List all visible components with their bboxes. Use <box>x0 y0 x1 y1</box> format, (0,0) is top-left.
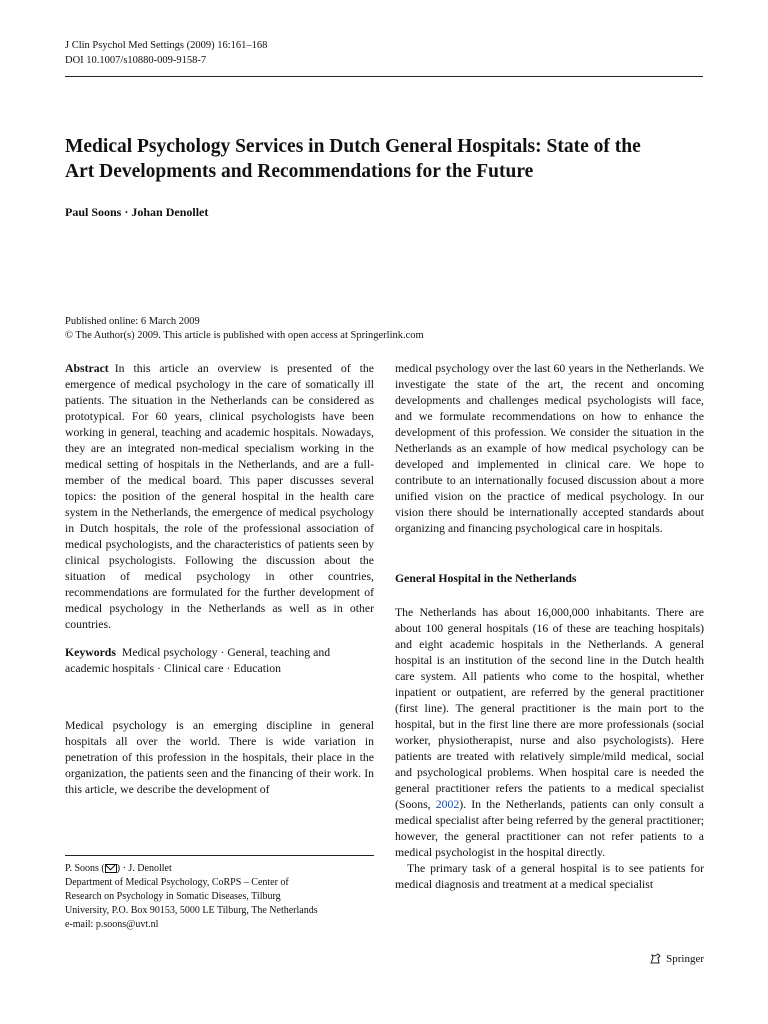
author-email[interactable]: e-mail: p.soons@uvt.nl <box>65 919 159 930</box>
intro-paragraph: Medical psychology is an emerging discipline in general hospitals all over the world. There is wide variation in penetration of this profession in the hospitals, their place in the organization, the patients seen and the financing of their work. In this article, we describe the development of <box>65 719 374 796</box>
publisher-name: Springer <box>666 952 704 965</box>
right-column <box>395 361 704 893</box>
abstract <box>65 361 374 633</box>
springer-horse-icon <box>649 952 662 965</box>
section-text-before-cite: The Netherlands has about 16,000,000 inhabitants. There are about 100 general hospitals (16 of these are teaching hospitals) and eight academic hospitals in the Netherlands. A general hospital is an institution of the second line in the Dutch health care system. All patients who come to the hospital, whether inpatient or outpatient, are referred by the general practitioner (first line). The general practitioner is the main port to the hospital, but in the first line there are more professionals (social worker, physiotherapist, nurse and also psychologists). Here patients are treated with relatively simple/mild medical, social and psychological problems. When hospital care is needed the general practitioner refers the patients to a medical specialist (Soons, <box>395 606 704 811</box>
citation-link[interactable]: 2002 <box>435 798 460 811</box>
section-heading: General Hospital in the Netherlands <box>395 572 577 585</box>
authors: Paul Soons · Johan Denollet <box>65 205 209 219</box>
affiliation-line-3: University, P.O. Box 90153, 5000 LE Tilburg, The Netherlands <box>65 905 318 916</box>
footnote-authors <box>65 862 374 876</box>
affiliation-line-1: Department of Medical Psychology, CoRPS – Center of <box>65 877 289 888</box>
article-title: Medical Psychology Services in Dutch General Hospitals: State of the Art Developments and Recommendations for the Future <box>65 136 641 182</box>
footnote-rule <box>65 855 374 856</box>
journal-header <box>65 38 267 68</box>
envelope-icon <box>105 864 117 873</box>
publication-info <box>65 315 424 343</box>
section-text-after-cite: ). In the Netherlands, patients can only consult a medical specialist after being referred by the general practitioner; however, the general practitioner can not refer patients to a medical psychologist in the hospital directly. <box>395 798 704 859</box>
published-date: Published online: 6 March 2009 <box>65 316 200 327</box>
keywords-text: Medical psychology · General, teaching and academic hospitals · Clinical care · Education <box>65 646 331 675</box>
section-paragraph-2: The primary task of a general hospital is to see patients for medical diagnosis and treatment at a medical specialist <box>395 862 704 891</box>
keywords-label: Keywords <box>65 646 116 659</box>
footnote-author-suffix: ) · J. Denollet <box>116 863 172 874</box>
doi: DOI 10.1007/s10880-009-9158-7 <box>65 55 207 66</box>
abstract-text: In this article an overview is presented of the emergence of medical psychology in the care of somatically ill patients. The situation in the Netherlands can be considered as prototypical. For 60 years, clinical psychologists have been working in general, teaching and academic hospitals. Nowadays, they are an integrated non-medical specialism working in the medical setting of hospitals in the Netherlands, and are a full-member of the medical board. This paper discusses several topics: the position of the general hospital in the health care system in the Netherlands, the emergence of medical psychology in Dutch hospitals, the role of the professional association of medical psychologists, and the characteristics of patients seen by clinical psychologists. Following the discussion about the situation of medical psychology in other countries, recommendations are formulated for the further development of medical psychology in the Netherlands as well as in other countries. <box>65 362 374 631</box>
affiliation-line-2: Research on Psychology in Somatic Diseases, Tilburg <box>65 891 281 902</box>
abstract-label: Abstract <box>65 362 109 375</box>
copyright-notice: © The Author(s) 2009. This article is published with open access at Springerlink.com <box>65 330 424 341</box>
journal-citation: J Clin Psychol Med Settings (2009) 16:161–168 <box>65 40 268 51</box>
footnote-author-prefix: P. Soons ( <box>65 863 105 874</box>
author-footnote <box>65 862 374 932</box>
publisher-logo <box>649 952 704 965</box>
section-paragraph-1 <box>395 605 704 861</box>
right-intro-paragraph: medical psychology over the last 60 years in the Netherlands. We investigate the state of the art, the recent and oncoming developments and challenges medical psychologists will face, and we formulate recommendations on how to enhance the development of this profession. We consider the situation in the Netherlands as an example of how medical psychology can be developed and implemented in clinical care. We hope to contribute to an internationally focused discussion about a more unified vision on the practice of medical psychology. In our vision there should be internationally accepted standards about organizing and financing psychological care in hospitals. <box>395 362 704 535</box>
header-rule <box>65 76 703 77</box>
left-column <box>65 361 374 798</box>
keywords <box>65 645 374 677</box>
